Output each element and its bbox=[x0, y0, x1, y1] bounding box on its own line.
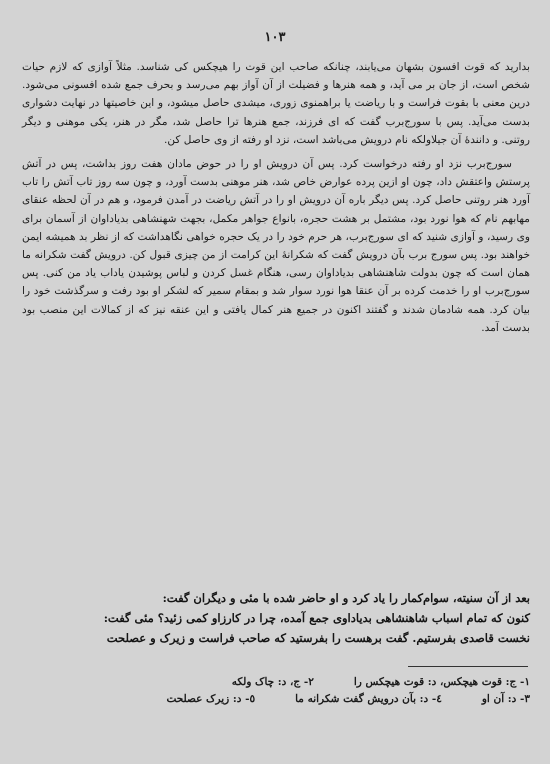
footnote: ١- ج: قوت هیچکس، د: قوت هیچکس را bbox=[353, 676, 530, 688]
main-text-block bbox=[22, 58, 530, 343]
footnote: ٣- د: آن او bbox=[481, 693, 530, 705]
footnote: ٢- ج، د: چاک ولکه bbox=[231, 676, 314, 688]
footnote-row bbox=[22, 691, 530, 708]
lower-text-block bbox=[22, 588, 530, 648]
footnote: ٥- د: زیرک عصلحت bbox=[166, 693, 256, 705]
page-number: ١٠٣ bbox=[264, 30, 286, 45]
footnote-divider bbox=[408, 666, 528, 667]
text-line: کنون که تمام اسباب شاهنشاهی بدیاداوی جمع آمده، چرا در کارزاو کمی زئید؟ مئی گفت: bbox=[103, 611, 530, 625]
footnotes bbox=[22, 674, 530, 708]
paragraph: سورج‌برب نزد او رفته درخواست کرد. پس آن درویش او را در حوض مادان هفت روز بداشت، پس در آتش پرستش واعتقش داد، چون او ازین پرده عوارض خاص شد، هنر موهنی بدست آورد، و چون سه روز تاب آتش را تاب آورد هنر روتنی حاصل کرد. پس دیگر باره آن درویش او را در آتش ریاضت در آمدن فرمود، و هم در آن لحظه عنقای مهابهم نام که هوا نورد بود، مشتمل بر هشت حجره، بانواع جواهر مکمل، بجهت شهنشاهی بدیاداوان از آسمان برای وی رسید، و آوازی شنید که ای سورج‌برب، هر حرم خود را در یک حجره خواهی نگاهداشت که از نظر بد همیشه ایمن خواهند بود. پس سورج برب بآن درویش گفت که شکرانهٔ این کرامت از من چیزی قبول کن. درویش گفت شکرانه ما همان است که چون بدولت شاهنشاهی بدیاداوان رسی، هنگام غسل کردن و لباس پوشیدن یاداب یاد من کنی. پس سورج‌برب او را خدمت کرده بر آن عنقا هوا نورد سوار شد و بمقام سمیر که لشکر او بود رفت و سرگذشت خود را بیان کرد. همه شادمان شدند و گفتند اکنون در جمیع هنر کمال یافتی و این عنقه نیز که از کمالات این منصب بود بدست آمد. bbox=[22, 158, 530, 334]
text-line: بعد از آن سنیته، سوام‌کمار را یاد کرد و او حاضر شده با مئی و دیگران گفت: bbox=[162, 591, 530, 605]
footnote-row bbox=[22, 674, 530, 691]
text-line: نخست قاصدی بفرستیم. گفت برهست را بفرستید که صاحب فراست و زیرک و عصلحت bbox=[106, 631, 530, 645]
paragraph: بدارید که قوت افسون بشهان می‌یابند، چنانکه صاحب این قوت را هیچکس کی شناسد. مثلاً آوازی که لازم حیات شخص است، از جان بر می آید، و همه هنرها و فضیلت از آن آواز بهم می‌رسد و بحرف جمع شده افسونی می‌شود. درین معنی با بقوت فراست و با ریاضت یا براهمنوی زوری، میشدی حاصل میشود، و این خاصیتها در نهایت دشواری بدست می‌آید. پس با سورج‌برب گفت که ای فرزند، جمع هنرها ترا حاصل شد، مگر در هنر، یکی موهنی و دیگر روتنی. و دانندهٔ آن جیلاولکه نام درویش می‌باشد است، نزد او رفته از وی حاصل کن. bbox=[22, 61, 530, 146]
footnote: ٤- د: بآن درویش گفت شکرانه ما bbox=[295, 693, 442, 705]
